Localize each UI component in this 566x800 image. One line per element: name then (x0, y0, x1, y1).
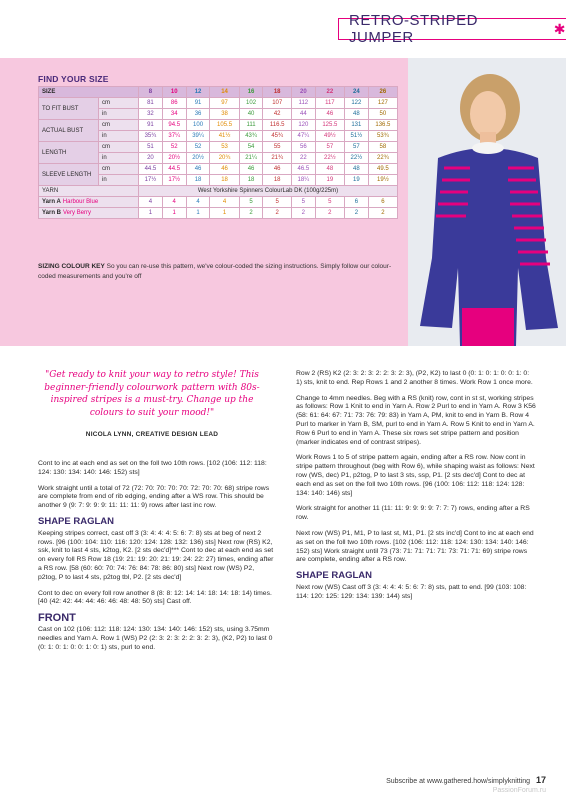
measurement-value: 48 (344, 109, 368, 120)
measurement-label: SLEEVE LENGTH (39, 164, 99, 186)
yarn-a-value: 4 (162, 197, 186, 208)
measurement-value: 122 (344, 98, 368, 109)
yarn-a-value: 5 (239, 197, 263, 208)
measurement-value: 41½ (210, 131, 239, 142)
measurement-value: 45¾ (263, 131, 291, 142)
measurement-value: 51 (139, 142, 163, 153)
measurement-value: 22½ (315, 153, 344, 164)
size-header-cell: 10 (162, 87, 186, 98)
yarn-b-value: 2 (239, 208, 263, 219)
yarn-b-value: 1 (186, 208, 210, 219)
yarn-a-row (39, 197, 398, 208)
measurement-value: 52 (162, 142, 186, 153)
measurement-value: 116.5 (263, 120, 291, 131)
pattern-paragraph: Cast on 102 (106: 112: 118: 124: 130: 134: 140: 146: 152) sts, using 3.75mm needles and Yarn A. Row 1 (WS) P2 (2: 3: 2: 3: 2: 2: 3: 2: 3), (K2, P2) to last 0 (0: 1: 0: 1: 0: 0: 1: 0: 1) sts, purl to end. (38, 625, 273, 651)
page-title-text: RETRO-STRIPED JUMPER (349, 12, 479, 46)
measurement-value: 102 (239, 98, 263, 109)
sizing-colour-key (38, 262, 408, 281)
measurement-value: 57 (344, 142, 368, 153)
measurement-unit: cm (99, 164, 139, 175)
yarn-a-value: 4 (186, 197, 210, 208)
yarn-a-value: 4 (139, 197, 163, 208)
measurement-value: 53¾ (368, 131, 397, 142)
measurement-value: 53 (210, 142, 239, 153)
measurement-label: TO FIT BUST (39, 98, 99, 120)
measurement-value: 17½ (162, 175, 186, 186)
yarn-a-name: Yarn A (42, 199, 61, 205)
measurement-value: 58 (368, 142, 397, 153)
measurement-value: 37¼ (162, 131, 186, 142)
pattern-paragraph: Change to 4mm needles. Beg with a RS (knit) row, cont in st st, working stripes as follows: Row 1 Knit to end in Yarn A. Row 2 Purl to end in Yarn A. Row 3 K56 (58: 61: 64: 67: 71: 73: 76: 79: 83) in Yarn A, PM, knit to end in Yarn B. Row 4 Purl to marker in Yarn B, SM, purl to end in Yarn A. Row 5 Knit to end in Yarn A. Row 6 Purl to end in Yarn A. These six rows set stripe pattern and position (marker indicates end of contrast stripes). (296, 394, 536, 446)
measurement-value: 44.5 (139, 164, 163, 175)
measurement-value: 18 (210, 175, 239, 186)
measurement-value: 48 (315, 164, 344, 175)
measurement-value: 86 (162, 98, 186, 109)
intro-quote: "Get ready to knit your way to retro style! This beginner-friendly colourwork pattern with 80s-inspired stripes is a must-try. Change up the colours to suit your mood!" (44, 370, 260, 418)
yarn-b-value: 2 (368, 208, 397, 219)
measurement-value: 100 (186, 120, 210, 131)
size-header-cell: 16 (239, 87, 263, 98)
yarn-row (39, 186, 398, 197)
measurement-unit: in (99, 109, 139, 120)
measurement-value: 40 (239, 109, 263, 120)
model-illustration (408, 58, 566, 346)
pattern-paragraph: Row 2 (RS) K2 (2: 3: 2: 3: 2: 2: 3: 2: 3), (P2, K2) to last 0 (0: 1: 0: 1: 0: 0: 1: 0: 1) sts, knit to end. Rep Rows 1 and 2 another 8 times. Work Row 1 once more. (296, 370, 533, 386)
measurement-row (39, 142, 398, 153)
pattern-paragraph: Work straight until a total of 72 (72: 70: 70: 70: 70: 72: 70: 70: 68) stripe rows are complete from end of rib edging, ending after a WS row. This should be another 9 (9: 7: 9: 9: 9: 11: 11: 11: 9) rows after last inc row. (38, 484, 270, 510)
yarn-a-colour: Harbour Blue (62, 199, 99, 205)
measurement-value: 47¼ (291, 131, 315, 142)
sizing-key-label: SIZING COLOUR KEY (38, 263, 105, 270)
measurement-unit: cm (99, 142, 139, 153)
pattern-paragraph: Keeping stripes correct, cast off 3 (3: 4: 4: 4: 5: 6: 7: 8) sts at beg of next 2 rows. [96 (100: 104: 110: 116: 120: 124: 128: 132: 136) sts] Next row (RS) K2, ssk, knit to last 4 sts, k2tog, K2. [2 sts dec'd]*** Cont to dec at each end as set on every foll RS Row 18 (19: 21: 19: 20: 21: 19: 24: 22: 27) times, ending after a RS row. [58 (60: 60: 70: 74: 76: 84: 78: 86: 80) sts] Next row (WS) P2, p2tog, P to last 4 sts, p2tog tbl, P2. [2 sts dec'd] (38, 529, 274, 581)
yarn-a-label (39, 197, 139, 208)
section-heading: SHAPE RAGLAN (38, 515, 115, 527)
measurement-value: 46 (210, 164, 239, 175)
measurement-value: 44.5 (162, 164, 186, 175)
pattern-paragraph: Cont to dec on every foll row another 8 (8: 8: 12: 14: 14: 18: 14: 18: 14) times. [40 (42: 42: 44: 44: 46: 46: 48: 48: 50) sts] Cast off. (38, 589, 272, 606)
yarn-b-colour: Very Berry (63, 210, 92, 216)
yarn-b-value: 2 (344, 208, 368, 219)
measurement-unit: in (99, 153, 139, 164)
measurement-value: 46 (263, 164, 291, 175)
measurement-value: 21¾ (263, 153, 291, 164)
measurement-value: 39¼ (186, 131, 210, 142)
measurement-value: 44 (291, 109, 315, 120)
measurement-value: 56 (291, 142, 315, 153)
measurement-value: 43¾ (239, 131, 263, 142)
measurement-value: 50 (368, 109, 397, 120)
measurement-unit: cm (99, 98, 139, 109)
pattern-left-column (38, 460, 274, 659)
measurement-value: 48 (344, 164, 368, 175)
subscribe-link[interactable]: Subscribe at www.gathered.how/simplyknitting (386, 778, 531, 785)
measurement-value: 131 (344, 120, 368, 131)
yarn-b-value: 2 (291, 208, 315, 219)
yarn-a-value: 5 (315, 197, 344, 208)
measurement-value: 51½ (344, 131, 368, 142)
pattern-paragraph: Next row (WS) Cast off 3 (3: 4: 4: 4: 5: 6: 7: 8) sts, patt to end. [99 (103: 108: 114: 120: 125: 129: 134: 139: 144) sts] (296, 583, 527, 600)
measurement-label: ACTUAL BUST (39, 120, 99, 142)
measurement-value: 32 (139, 109, 163, 120)
size-header-cell: 20 (291, 87, 315, 98)
yarn-a-value: 5 (263, 197, 291, 208)
measurement-value: 19½ (368, 175, 397, 186)
measurement-value: 20½ (162, 153, 186, 164)
quote-author: NICOLA LYNN, CREATIVE DESIGN LEAD (85, 431, 219, 438)
measurement-value: 20½ (186, 153, 210, 164)
measurement-value: 54 (239, 142, 263, 153)
measurement-value: 34 (162, 109, 186, 120)
size-header-cell: 18 (263, 87, 291, 98)
pattern-paragraph: Next row (WS) P1, M1, P to last st, M1, P1. [2 sts inc'd] Cont to inc at each end as set on the foll two 10th rows. [102 (106: 112: 118: 124: 130: 134: 140: 146: 152) sts] Work straight until 73 (73: 71: 71: 71: 71: 73: 71: 71: 69) stripe rows are complete, ending after a RS row. (296, 529, 534, 564)
page-title (338, 12, 566, 46)
measurement-value: 57 (315, 142, 344, 153)
measurement-value: 46 (315, 109, 344, 120)
measurement-value: 22¾ (368, 153, 397, 164)
measurement-value: 18 (186, 175, 210, 186)
measurement-row (39, 120, 398, 131)
model-photo (408, 58, 566, 346)
measurement-value: 81 (139, 98, 163, 109)
measurement-unit: in (99, 175, 139, 186)
measurement-value: 17½ (139, 175, 163, 186)
yarn-description: West Yorkshire Spinners ColourLab DK (100g/225m) (139, 186, 398, 197)
find-your-size-heading: FIND YOUR SIZE (38, 74, 109, 84)
yarn-b-row (39, 208, 398, 219)
sizing-key-text: So you can re-use this pattern, we've colour-coded the sizing instructions. Simply follow our colour-coded measurements and you're off (38, 263, 392, 280)
yarn-b-label (39, 208, 139, 219)
size-header-cell: 8 (139, 87, 163, 98)
measurement-value: 94.5 (162, 120, 186, 131)
measurement-value: 19 (315, 175, 344, 186)
size-header-cell: 24 (344, 87, 368, 98)
yarn-b-value: 1 (210, 208, 239, 219)
measurement-value: 46 (186, 164, 210, 175)
measurement-value: 46.5 (291, 164, 315, 175)
yarn-a-value: 6 (344, 197, 368, 208)
measurement-row (39, 98, 398, 109)
measurement-value: 136.5 (368, 120, 397, 131)
asterisk-icon: ✱ (553, 20, 566, 37)
measurement-value: 49½ (315, 131, 344, 142)
yarn-a-value: 4 (210, 197, 239, 208)
size-header-cell: 22 (315, 87, 344, 98)
measurement-row (39, 164, 398, 175)
yarn-label: YARN (39, 186, 139, 197)
yarn-b-value: 1 (139, 208, 163, 219)
measurement-unit: cm (99, 120, 139, 131)
pattern-paragraph: Work Rows 1 to 5 of stripe pattern again, ending after a RS row. Now cont in stripe pattern throughout (beg with Row 6), while shaping waist as follows: Next row (WS, dec) P1, p2tog, P to last 3 sts, ssp, P1. [2 sts dec'd] Cont to dec at each end as set on the foll two 10th rows. [96 (100: 106: 112: 118: 124: 128: 134: 140: 146) sts] (296, 454, 535, 497)
size-header-label: SIZE (39, 87, 139, 98)
measurement-value: 42 (263, 109, 291, 120)
size-header-cell: 14 (210, 87, 239, 98)
measurement-value: 49.5 (368, 164, 397, 175)
measurement-value: 18 (263, 175, 291, 186)
measurement-value: 117 (315, 98, 344, 109)
measurement-value: 91 (139, 120, 163, 131)
measurement-value: 107 (263, 98, 291, 109)
measurement-value: 36 (186, 109, 210, 120)
size-header-cell: 12 (186, 87, 210, 98)
measurement-unit: in (99, 131, 139, 142)
measurement-value: 127 (368, 98, 397, 109)
measurement-value: 18¼ (291, 175, 315, 186)
pattern-right-column (296, 370, 536, 609)
measurement-value: 35¾ (139, 131, 163, 142)
yarn-b-name: Yarn B (42, 210, 62, 216)
measurement-value: 120 (291, 120, 315, 131)
measurement-value: 20 (139, 153, 163, 164)
size-header-row (39, 87, 398, 98)
measurement-value: 21¼ (239, 153, 263, 164)
size-header-cell: 26 (368, 87, 397, 98)
measurement-value: 112 (291, 98, 315, 109)
measurement-value: 125.5 (315, 120, 344, 131)
measurement-value: 20¾ (210, 153, 239, 164)
size-table (38, 86, 398, 219)
yarn-a-value: 5 (291, 197, 315, 208)
page-footer (386, 775, 546, 785)
section-heading: FRONT (38, 612, 76, 625)
measurement-value: 22 (291, 153, 315, 164)
yarn-b-value: 2 (263, 208, 291, 219)
pattern-paragraph: Work straight for another 11 (11: 11: 9: 9: 9: 9: 7: 7: 7) rows, ending after a RS row. (296, 505, 530, 522)
pattern-paragraph: Cont to inc at each end as set on the foll two 10th rows. [102 (106: 112: 118: 124: 130: 134: 140: 146: 152) sts] (38, 460, 267, 476)
measurement-label: LENGTH (39, 142, 99, 164)
yarn-b-value: 2 (315, 208, 344, 219)
measurement-value: 22½ (344, 153, 368, 164)
yarn-a-value: 6 (368, 197, 397, 208)
watermark: PassionForum.ru (492, 787, 546, 794)
section-heading: SHAPE RAGLAN (296, 570, 373, 582)
measurement-value: 55 (263, 142, 291, 153)
measurement-value: 97 (210, 98, 239, 109)
measurement-value: 18 (239, 175, 263, 186)
page-number: 17 (535, 775, 546, 785)
yarn-b-value: 1 (162, 208, 186, 219)
measurement-value: 105.5 (210, 120, 239, 131)
measurement-value: 52 (186, 142, 210, 153)
measurement-value: 46 (239, 164, 263, 175)
measurement-value: 38 (210, 109, 239, 120)
measurement-value: 19 (344, 175, 368, 186)
measurement-value: 91 (186, 98, 210, 109)
measurement-value: 111 (239, 120, 263, 131)
